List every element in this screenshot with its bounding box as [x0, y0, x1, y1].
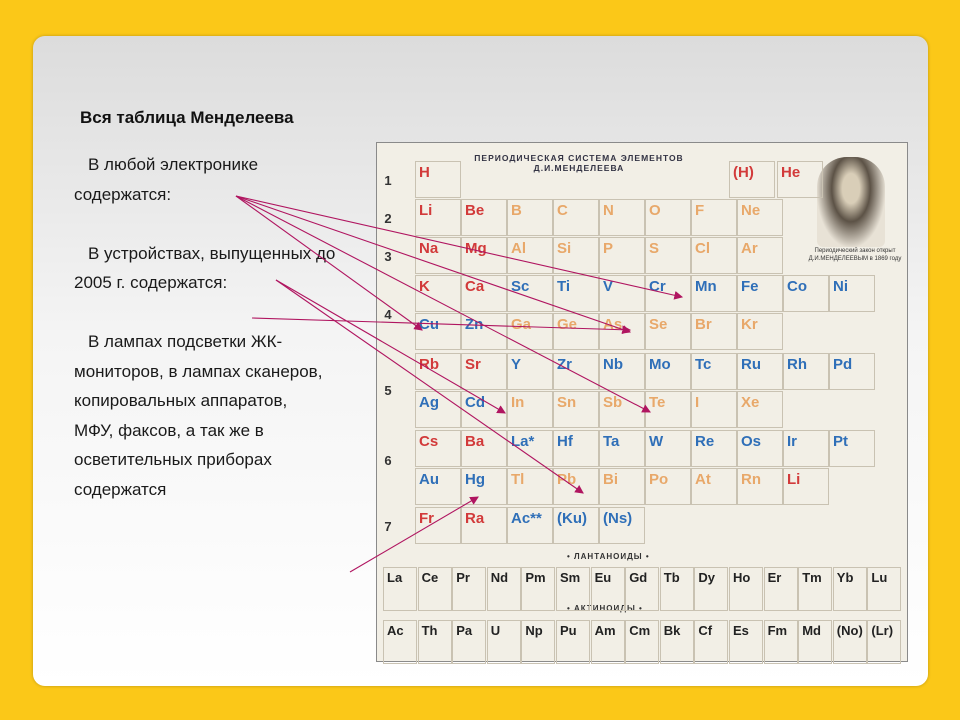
arrow-to-cd: [276, 280, 505, 413]
element-symbol: Ba: [465, 433, 485, 450]
element-symbol: Ra: [465, 510, 485, 527]
element-symbol: He: [781, 164, 801, 181]
element-symbol: Fm: [767, 623, 788, 638]
element-symbol: Rh: [787, 356, 807, 373]
element-symbol: Gd: [629, 570, 648, 585]
element-symbol: Hf: [557, 433, 573, 450]
period-number: 2: [384, 211, 392, 226]
element-symbol: Mg: [465, 240, 487, 257]
element-symbol: Y: [511, 356, 522, 373]
element-symbol: Mo: [649, 356, 671, 373]
element-symbol: (H): [733, 164, 754, 181]
element-symbol: K: [419, 278, 430, 295]
element-symbol: At: [695, 471, 711, 488]
element-symbol: Tb: [663, 570, 680, 585]
element-symbol: Al: [511, 240, 526, 257]
element-symbol: Os: [741, 433, 762, 450]
element-symbol: Rn: [741, 471, 761, 488]
element-symbol: Am: [594, 623, 616, 638]
element-symbol: Dy: [698, 570, 716, 585]
period-number: 7: [384, 519, 392, 534]
text-line: 2005 г. содержатся:: [74, 273, 228, 292]
element-symbol: Pr: [456, 570, 470, 585]
lanthanides-label: • ЛАНТАНОИДЫ •: [567, 552, 650, 561]
table-heading-line1: ПЕРИОДИЧЕСКАЯ СИСТЕМА ЭЛЕМЕНТОВ: [474, 153, 684, 163]
period-number: 4: [384, 307, 392, 322]
element-symbol: I: [695, 394, 700, 411]
element-symbol: Li: [787, 471, 801, 488]
element-symbol: Pb: [557, 471, 577, 488]
arrow-to-cu: [236, 196, 422, 330]
element-symbol: Xe: [741, 394, 760, 411]
element-symbol: Pm: [525, 570, 546, 585]
element-symbol: Cl: [695, 240, 710, 257]
element-symbol: P: [603, 240, 614, 257]
element-symbol: La: [387, 570, 403, 585]
element-symbol: Ac: [387, 623, 404, 638]
element-symbol: Th: [421, 623, 438, 638]
element-symbol: Ne: [741, 202, 761, 219]
element-symbol: Yb: [836, 570, 854, 585]
element-symbol: O: [649, 202, 661, 219]
element-symbol: W: [649, 433, 664, 450]
element-symbol: Bi: [603, 471, 618, 488]
element-symbol: Be: [465, 202, 485, 219]
element-symbol: U: [490, 623, 501, 638]
arrow-to-as-2: [252, 318, 630, 330]
element-symbol: Ho: [733, 570, 751, 585]
arrow-to-pb: [276, 280, 583, 493]
text-line: В лампах подсветки ЖК-: [88, 332, 283, 351]
element-symbol: Fe: [741, 278, 759, 295]
text-line: копировальных аппаратов,: [74, 391, 288, 410]
element-symbol: Md: [802, 623, 821, 638]
element-symbol: Br: [695, 316, 712, 333]
element-symbol: V: [603, 278, 614, 295]
portrait-caption: Периодический закон открыт Д.И.МЕНДЕЛЕЕВЫМ в 1869 году: [808, 248, 902, 262]
element-symbol: H: [419, 164, 430, 181]
element-symbol: Na: [419, 240, 439, 257]
element-symbol: B: [511, 202, 522, 219]
element-symbol: (Ns): [603, 510, 633, 527]
element-symbol: Ge: [557, 316, 578, 333]
element-symbol: Pt: [833, 433, 848, 450]
element-symbol: (No): [836, 623, 863, 638]
element-symbol: Lu: [871, 570, 888, 585]
element-symbol: Si: [557, 240, 572, 257]
element-symbol: Sr: [465, 356, 481, 373]
element-symbol: F: [695, 202, 705, 219]
element-symbol: Nd: [490, 570, 509, 585]
element-symbol: Cd: [465, 394, 485, 411]
arrow-to-sb: [236, 196, 650, 412]
element-symbol: Nb: [603, 356, 623, 373]
element-symbol: Ca: [465, 278, 485, 295]
element-symbol: Kr: [741, 316, 758, 333]
element-symbol: In: [511, 394, 525, 411]
element-symbol: Sn: [557, 394, 577, 411]
element-symbol: Li: [419, 202, 433, 219]
text-line: мониторов, в лампах сканеров,: [74, 361, 323, 381]
period-number: 3: [384, 249, 392, 264]
element-symbol: Co: [787, 278, 807, 295]
element-symbol: Sm: [560, 570, 581, 585]
text-line: содержатся:: [74, 184, 172, 204]
element-symbol: Cs: [419, 433, 439, 450]
element-symbol: Bk: [663, 623, 681, 638]
element-symbol: Pa: [456, 623, 473, 638]
slide-title: Вся таблица Менделеева: [80, 108, 294, 127]
element-symbol: Sb: [603, 394, 623, 411]
element-symbol: Cu: [419, 316, 439, 333]
period-number: 1: [384, 173, 392, 188]
element-symbol: Ru: [741, 356, 761, 373]
element-symbol: N: [603, 202, 614, 219]
period-number: 6: [384, 453, 392, 468]
element-symbol: Hg: [465, 471, 485, 488]
element-symbol: Mn: [695, 278, 717, 295]
element-symbol: Tm: [802, 570, 822, 585]
element-symbol: La*: [511, 433, 535, 450]
element-symbol: Zr: [557, 356, 572, 373]
element-symbol: Sc: [511, 278, 530, 295]
element-symbol: Pu: [560, 623, 577, 638]
arrow-to-hg: [350, 497, 478, 572]
element-symbol: Pd: [833, 356, 853, 373]
element-symbol: Cm: [629, 623, 651, 638]
text-line: МФУ, факсов, а так же в: [74, 420, 264, 440]
element-symbol: Np: [525, 623, 543, 638]
table-heading-line2: Д.И.МЕНДЕЛЕЕВА: [533, 163, 625, 173]
element-symbol: Ar: [741, 240, 758, 257]
element-symbol: Ti: [557, 278, 571, 295]
element-symbol: Te: [649, 394, 666, 411]
element-symbol: Cf: [698, 623, 713, 638]
element-symbol: (Lr): [871, 623, 894, 638]
element-symbol: Ga: [511, 316, 532, 333]
text-line: В устройствах, выпущенных до: [88, 243, 336, 263]
element-symbol: Cr: [649, 278, 666, 295]
element-symbol: Zn: [465, 316, 484, 333]
element-symbol: Rb: [419, 356, 439, 373]
period-number: 5: [384, 383, 392, 398]
element-symbol: Tc: [695, 356, 712, 373]
element-symbol: Tl: [511, 471, 525, 488]
element-symbol: Po: [649, 471, 669, 488]
arrow-to-cr: [236, 196, 682, 297]
text-line: осветительных приборах: [74, 450, 272, 469]
element-symbol: Eu: [594, 570, 612, 585]
element-symbol: Ir: [787, 433, 798, 450]
element-symbol: Se: [649, 316, 668, 333]
element-symbol: Ce: [421, 570, 439, 585]
element-symbol: Ni: [833, 278, 848, 295]
text-line: В любой электронике: [88, 155, 259, 174]
element-symbol: S: [649, 240, 660, 257]
element-symbol: (Ku): [557, 510, 587, 527]
element-symbol: As: [603, 316, 623, 333]
element-symbol: Er: [767, 570, 782, 585]
element-symbol: Ta: [603, 433, 620, 450]
element-symbol: Ag: [419, 394, 439, 411]
element-symbol: Es: [733, 623, 749, 638]
element-symbol: Fr: [419, 510, 434, 527]
element-symbol: Au: [419, 471, 439, 488]
element-symbol: Re: [695, 433, 715, 450]
arrow-to-as: [236, 196, 630, 332]
element-symbol: Ac**: [511, 510, 542, 527]
actinides-label: • АКТИНОИДЫ •: [567, 604, 643, 613]
text-line: содержатся: [74, 479, 167, 499]
element-symbol: C: [557, 202, 568, 219]
